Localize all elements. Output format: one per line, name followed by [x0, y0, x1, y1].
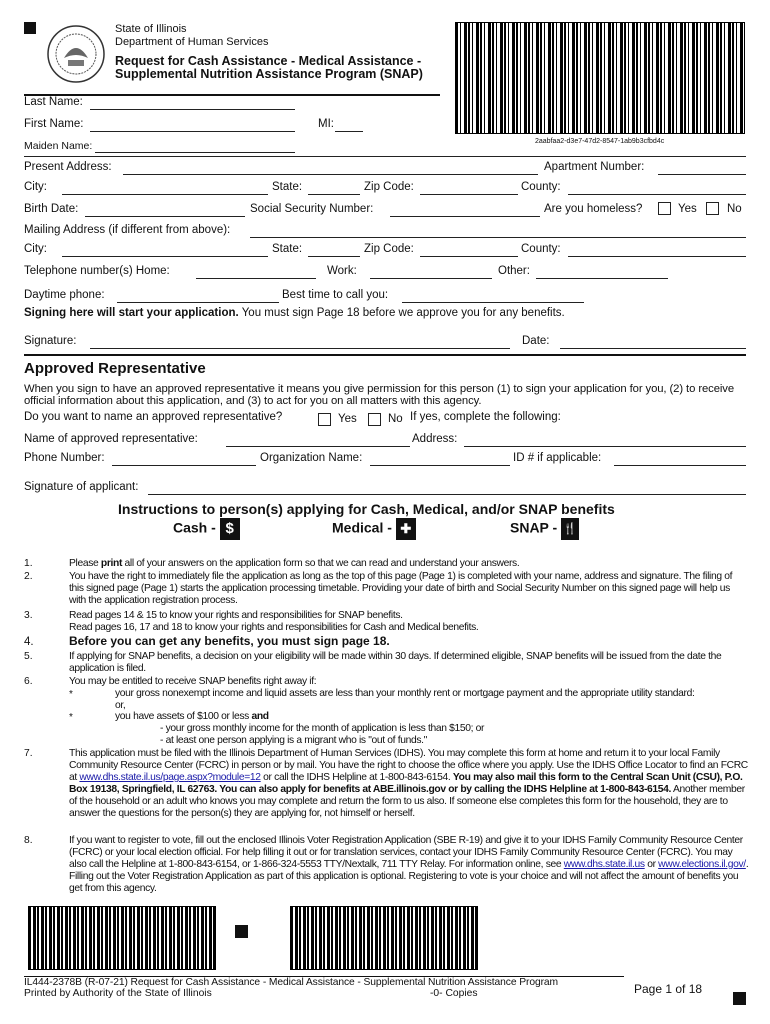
registration-mark: [235, 925, 248, 938]
approved-rep-heading: Approved Representative: [24, 360, 206, 377]
rep-id-input[interactable]: [614, 465, 746, 466]
rep-name-input[interactable]: [226, 446, 410, 447]
mailing-state-label: State:: [272, 243, 303, 255]
instruction-1: Please print all of your answers on the application form so that we can read and understand your answers.: [69, 558, 520, 569]
item-number: 8.: [24, 835, 33, 846]
item-number: 5.: [24, 651, 33, 662]
mailing-state-input[interactable]: [308, 256, 360, 257]
mi-label: MI:: [318, 118, 334, 130]
instruction-8: If you want to register to vote, fill out the enclosed Illinois Voter Registration Application (SBE R-19) and give it to your IDHS Family Community Resource Center (FCRC) or your local election official. For help filling it out or for translation services, contact your IDHS Family Community Resource Center (FCRC). You may also call the Helpline at 1-800-843-6154, or 1-866-324-5553 TTY/Nextalk, 711 TTY Relay. For information online, see www.dhs.state.il.us or www.elections.il.gov/. Filling out the Voter Registration Application as part of this application is optional. Registering to vote is your choice and will not affect the amount of benefits you get from this agency.: [69, 835, 749, 894]
dhs-website-link[interactable]: www.dhs.state.il.us: [563, 859, 645, 870]
benefit-medical: Medical - ✚: [332, 518, 416, 540]
rep-org-input[interactable]: [370, 465, 510, 466]
registration-mark: [24, 22, 36, 34]
instruction-6-sub-2: - at least one person applying is a migrant who is "out of funds.": [160, 735, 427, 746]
telephone-other-input[interactable]: [536, 278, 668, 279]
rep-phone-input[interactable]: [112, 465, 256, 466]
homeless-yes-label: Yes: [678, 203, 697, 215]
rep-org-label: Organization Name:: [260, 452, 363, 464]
homeless-no-checkbox[interactable]: [706, 202, 719, 215]
ssn-input[interactable]: [390, 216, 540, 217]
zip-label: Zip Code:: [364, 181, 414, 193]
fork-knife-icon: 🍴: [561, 518, 579, 540]
form-id: IL444-2378B (R-07-21) Request for Cash Assistance - Medical Assistance - Supplemental Nutrition Assistance Program: [24, 977, 559, 988]
apartment-number-input[interactable]: [658, 174, 746, 175]
idhs-office-locator-link[interactable]: www.dhs.state.il.us/page.aspx?module=12: [79, 772, 261, 783]
rep-id-label: ID # if applicable:: [513, 452, 602, 464]
bottom-barcode-left: [28, 906, 216, 970]
page-number: Page 1 of 18: [634, 982, 703, 996]
state-input[interactable]: [308, 194, 360, 195]
mailing-zip-input[interactable]: [420, 256, 518, 257]
instruction-4: Before you can get any benefits, you must sign page 18.: [69, 634, 390, 648]
printed-by: Printed by Authority of the State of Illinois: [24, 988, 212, 999]
state-seal-icon: [46, 24, 106, 84]
first-name-label: First Name:: [24, 118, 84, 130]
instruction-6-bullet-1: your gross nonexempt income and liquid assets are less than your monthly rent or mortgage payment and the appropriate utility standard: or,: [115, 688, 695, 711]
mailing-county-input[interactable]: [568, 256, 746, 257]
title-rule: [24, 94, 440, 96]
homeless-yes-checkbox[interactable]: [658, 202, 671, 215]
agency-name: State of Illinois Department of Human Services: [115, 23, 269, 48]
birth-date-input[interactable]: [85, 216, 245, 217]
rep-address-label: Address:: [412, 433, 458, 445]
applicant-signature-label: Signature of applicant:: [24, 481, 139, 493]
medical-cross-icon: ✚: [396, 518, 416, 540]
telephone-other-label: Other:: [498, 265, 530, 277]
instruction-6-bullet-2: you have assets of $100 or less and: [115, 711, 269, 722]
rep-name-label: Name of approved representative:: [24, 433, 198, 445]
approved-rep-paragraph: When you sign to have an approved representative it means you give permission for this person (1) to sign your application for you, (2) to receive official information about this application, and (3) to act for you on all matters with this agency.: [24, 383, 735, 407]
pdf417-barcode: [455, 22, 745, 134]
state-label: State:: [272, 181, 303, 193]
city-label: City:: [24, 181, 47, 193]
mailing-address-label: Mailing Address (if different from above):: [24, 224, 231, 236]
birth-date-label: Birth Date:: [24, 203, 79, 215]
mailing-county-label: County:: [521, 243, 561, 255]
instruction-7: This application must be filed with the Illinois Department of Human Services (IDHS). You may complete this form at home and return it to your local Family Community Resource Center (FCRC) in person or by mail. You have the right to choose the office where you apply. Use the IDHS Office Locator to find an FCRC at www.dhs.state.il.us/page.aspx?module=12 or call the IDHS Helpline at 1-800-843-6154. You may also mail this form to the Central Scan Unit (CSU), P.O. Box 19138, Springfield, IL 62763. You can also apply for benefits at ABE.illinois.gov or by calling the IDHS Helpline at 1-800-843-6154. Another member of the household or an adult who knows you may complete and return the form to us also. If someone else completes this form for the household, they are to answer the questions for the person(s) they are applying for, not himself or herself.: [69, 748, 748, 819]
best-time-input[interactable]: [402, 302, 584, 303]
county-input[interactable]: [568, 194, 746, 195]
mailing-city-input[interactable]: [62, 256, 268, 257]
last-name-label: Last Name:: [24, 96, 83, 108]
homeless-no-label: No: [727, 203, 742, 215]
last-name-input[interactable]: [90, 109, 295, 110]
rep-phone-label: Phone Number:: [24, 452, 105, 464]
approved-rep-yes-label: Yes: [338, 413, 357, 425]
benefit-snap: SNAP - 🍴: [510, 518, 579, 540]
mailing-address-input[interactable]: [250, 237, 746, 238]
item-number: 2.: [24, 571, 33, 582]
ssn-label: Social Security Number:: [250, 203, 374, 215]
applicant-signature-input[interactable]: [148, 494, 746, 495]
county-label: County:: [521, 181, 561, 193]
elections-website-link[interactable]: www.elections.il.gov/: [658, 859, 746, 870]
bottom-barcode-right: [290, 906, 478, 970]
instructions-heading: Instructions to person(s) applying for Cash, Medical, and/or SNAP benefits: [118, 501, 615, 517]
approved-rep-no-checkbox[interactable]: [368, 413, 381, 426]
telephone-work-input[interactable]: [370, 278, 492, 279]
best-time-label: Best time to call you:: [282, 289, 389, 301]
mailing-zip-label: Zip Code:: [364, 243, 414, 255]
approved-rep-no-label: No: [388, 413, 403, 425]
item-number: 1.: [24, 558, 33, 569]
daytime-phone-input[interactable]: [117, 302, 279, 303]
approved-rep-question: Do you want to name an approved representative?: [24, 411, 283, 423]
zip-input[interactable]: [420, 194, 518, 195]
benefit-cash: Cash - $: [173, 518, 240, 540]
divider: [24, 156, 746, 157]
mi-input[interactable]: [335, 131, 363, 132]
apartment-number-label: Apartment Number:: [544, 161, 645, 173]
item-number: 6.: [24, 676, 33, 687]
approved-rep-if-yes: If yes, complete the following:: [410, 411, 561, 423]
maiden-name-label: Maiden Name:: [24, 140, 93, 152]
signature-input[interactable]: [90, 348, 510, 349]
telephone-home-input[interactable]: [196, 278, 316, 279]
instruction-6: You may be entitled to receive SNAP benefits right away if:: [69, 676, 317, 687]
instruction-3: Read pages 14 & 15 to know your rights and responsibilities for SNAP benefits. Read pages 16, 17 and 18 to know your rights and responsibilities for Cash and Medical benefits.: [69, 610, 479, 633]
bullet: *: [69, 689, 73, 700]
present-address-label: Present Address:: [24, 161, 112, 173]
present-address-input[interactable]: [123, 174, 538, 175]
telephone-work-label: Work:: [327, 265, 357, 277]
signing-notice: Signing here will start your application. You must sign Page 18 before we approve you for any benefits.: [24, 307, 565, 319]
bullet: *: [69, 712, 73, 723]
barcode-id: 2aabfaa2-d3e7-47d2-8547-1ab9b3cfbd4c: [535, 138, 665, 145]
item-number: 3.: [24, 610, 33, 621]
approved-rep-yes-checkbox[interactable]: [318, 413, 331, 426]
city-input[interactable]: [62, 194, 268, 195]
instruction-6-sub-1: - your gross monthly income for the month of application is less than $150; or: [160, 723, 485, 734]
daytime-phone-label: Daytime phone:: [24, 289, 105, 301]
item-number: 7.: [24, 748, 33, 759]
item-number: 4.: [24, 636, 34, 648]
mailing-city-label: City:: [24, 243, 47, 255]
section-rule: [24, 354, 746, 356]
telephone-home-label: Telephone number(s) Home:: [24, 265, 170, 277]
instruction-5: If applying for SNAP benefits, a decision on your eligibility will be made within 30 days. If determined eligible, SNAP benefits will be issued from the date the application is filed.: [69, 651, 722, 674]
homeless-question: Are you homeless?: [544, 203, 643, 215]
registration-mark: [733, 992, 746, 1005]
instruction-2: You have the right to immediately file the application as long as the top of this page (Page 1) is completed with your name, address and signature. The filing of this signed page (Page 1) starts the application processing timetable. Providing your date of birth and Social Security Number on this signed page will help us with the application registration process.: [69, 571, 733, 606]
dollar-icon: $: [220, 518, 240, 540]
copies: -0- Copies: [430, 988, 478, 999]
date-label: Date:: [522, 335, 550, 347]
signature-label: Signature:: [24, 335, 77, 347]
date-input[interactable]: [560, 348, 746, 349]
first-name-input[interactable]: [90, 131, 295, 132]
rep-address-input[interactable]: [464, 446, 746, 447]
maiden-name-input[interactable]: [95, 152, 295, 153]
form-title: Request for Cash Assistance - Medical Assistance - Supplemental Nutrition Assistance Program (SNAP): [115, 54, 423, 81]
